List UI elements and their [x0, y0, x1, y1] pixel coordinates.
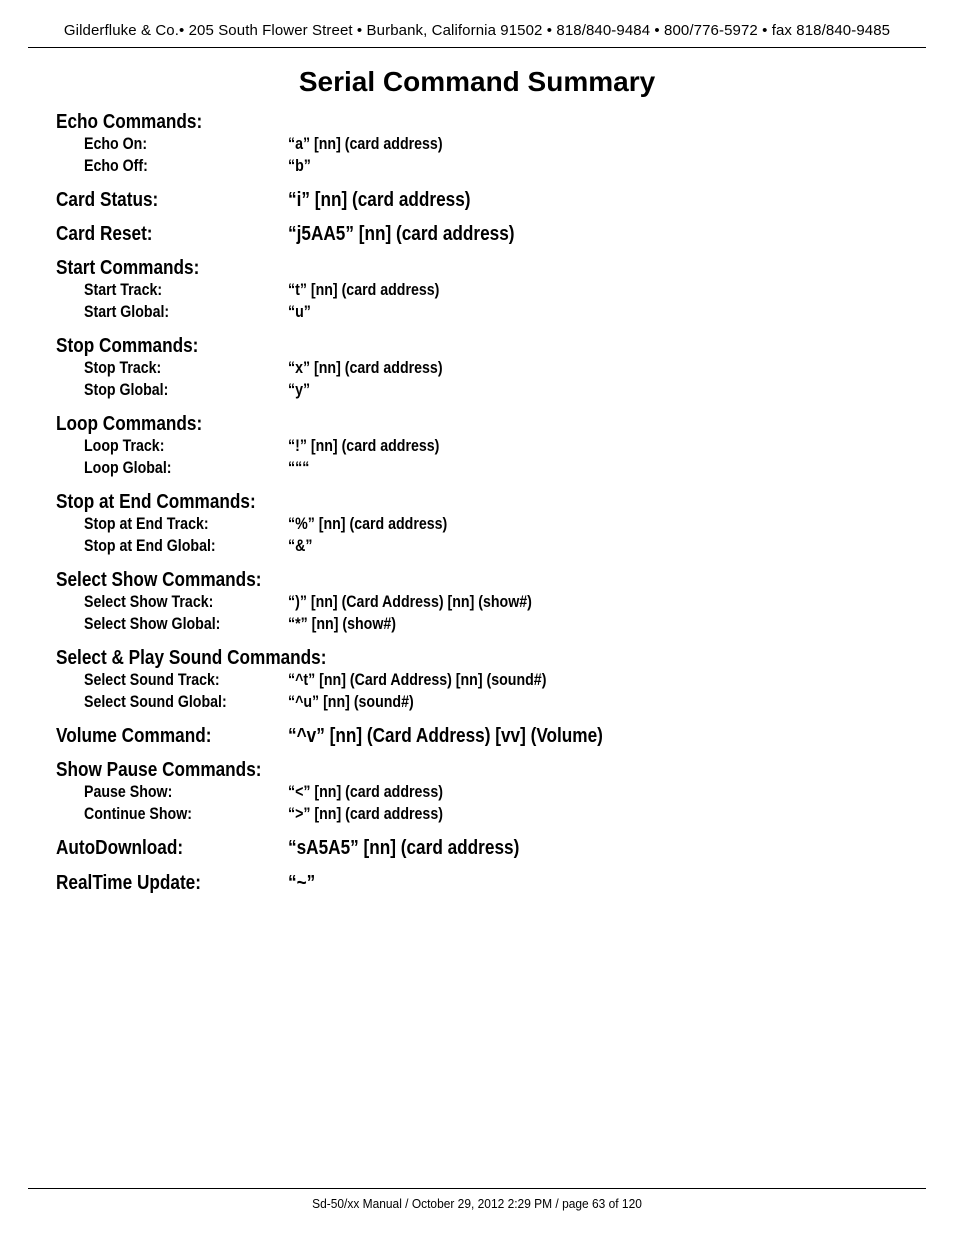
select-show-commands-heading: Select Show Commands: — [56, 569, 262, 591]
select-sound-global-label: Select Sound Global: — [84, 693, 227, 711]
loop-global-label: Loop Global: — [84, 459, 172, 477]
header-divider — [28, 47, 926, 48]
start-global-value: “u” — [288, 303, 311, 321]
start-track-label: Start Track: — [84, 281, 163, 299]
volume-command-label: Volume Command: — [56, 725, 212, 747]
autodownload-value: “sA5A5” [nn] (card address) — [288, 837, 520, 859]
stop-commands-heading: Stop Commands: — [56, 335, 199, 357]
loop-track-label: Loop Track: — [84, 437, 165, 455]
start-commands-heading: Start Commands: — [56, 257, 200, 279]
select-show-track-value: “)” [nn] (Card Address) [nn] (show#) — [288, 593, 532, 611]
echo-on-value: “a” [nn] (card address) — [288, 135, 443, 153]
echo-off-label: Echo Off: — [84, 157, 148, 175]
select-sound-track-value: “^t” [nn] (Card Address) [nn] (sound#) — [288, 671, 547, 689]
footer-divider — [28, 1188, 926, 1189]
loop-track-value: “!” [nn] (card address) — [288, 437, 440, 455]
realtime-update-value: “~” — [288, 872, 316, 894]
pause-show-value: “<” [nn] (card address) — [288, 783, 443, 801]
stop-at-end-track-label: Stop at End Track: — [84, 515, 209, 533]
stop-at-end-global-value: “&” — [288, 537, 313, 555]
pause-show-label: Pause Show: — [84, 783, 173, 801]
continue-show-label: Continue Show: — [84, 805, 192, 823]
autodownload-label: AutoDownload: — [56, 837, 184, 859]
stop-at-end-global-label: Stop at End Global: — [84, 537, 216, 555]
stop-track-label: Stop Track: — [84, 359, 162, 377]
echo-off-value: “b” — [288, 157, 311, 175]
header-text: Gilderfluke & Co.• 205 South Flower Street • Burbank, California 91502 • 818/840-9484 • 800/776-5972 • fax 818/840-9485 — [63, 22, 891, 39]
select-show-track-label: Select Show Track: — [84, 593, 214, 611]
echo-on-label: Echo On: — [84, 135, 148, 153]
loop-global-value: “““ — [288, 459, 310, 477]
footer-text: Sd-50/xx Manual / October 29, 2012 2:29 PM / page 63 of 120 — [312, 1196, 642, 1211]
select-sound-global-value: “^u” [nn] (sound#) — [288, 693, 414, 711]
stop-at-end-track-value: “%” [nn] (card address) — [288, 515, 448, 533]
stop-global-value: “y” — [288, 381, 311, 399]
start-track-value: “t” [nn] (card address) — [288, 281, 440, 299]
stop-at-end-commands-heading: Stop at End Commands: — [56, 491, 256, 513]
select-sound-track-label: Select Sound Track: — [84, 671, 220, 689]
start-global-label: Start Global: — [84, 303, 170, 321]
volume-command-value: “^v” [nn] (Card Address) [vv] (Volume) — [288, 725, 603, 747]
select-sound-commands-heading: Select & Play Sound Commands: — [56, 647, 327, 669]
card-status-label: Card Status: — [56, 189, 159, 211]
page-title: Serial Command Summary — [298, 66, 656, 97]
continue-show-value: “>” [nn] (card address) — [288, 805, 443, 823]
select-show-global-value: “*” [nn] (show#) — [288, 615, 396, 633]
stop-track-value: “x” [nn] (card address) — [288, 359, 443, 377]
card-reset-value: “j5AA5” [nn] (card address) — [288, 223, 515, 245]
card-status-value: “i” [nn] (card address) — [288, 189, 471, 211]
show-pause-commands-heading: Show Pause Commands: — [56, 759, 262, 781]
loop-commands-heading: Loop Commands: — [56, 413, 203, 435]
select-show-global-label: Select Show Global: — [84, 615, 221, 633]
card-reset-label: Card Reset: — [56, 223, 153, 245]
realtime-update-label: RealTime Update: — [56, 872, 201, 894]
echo-commands-heading: Echo Commands: — [56, 111, 203, 133]
stop-global-label: Stop Global: — [84, 381, 169, 399]
